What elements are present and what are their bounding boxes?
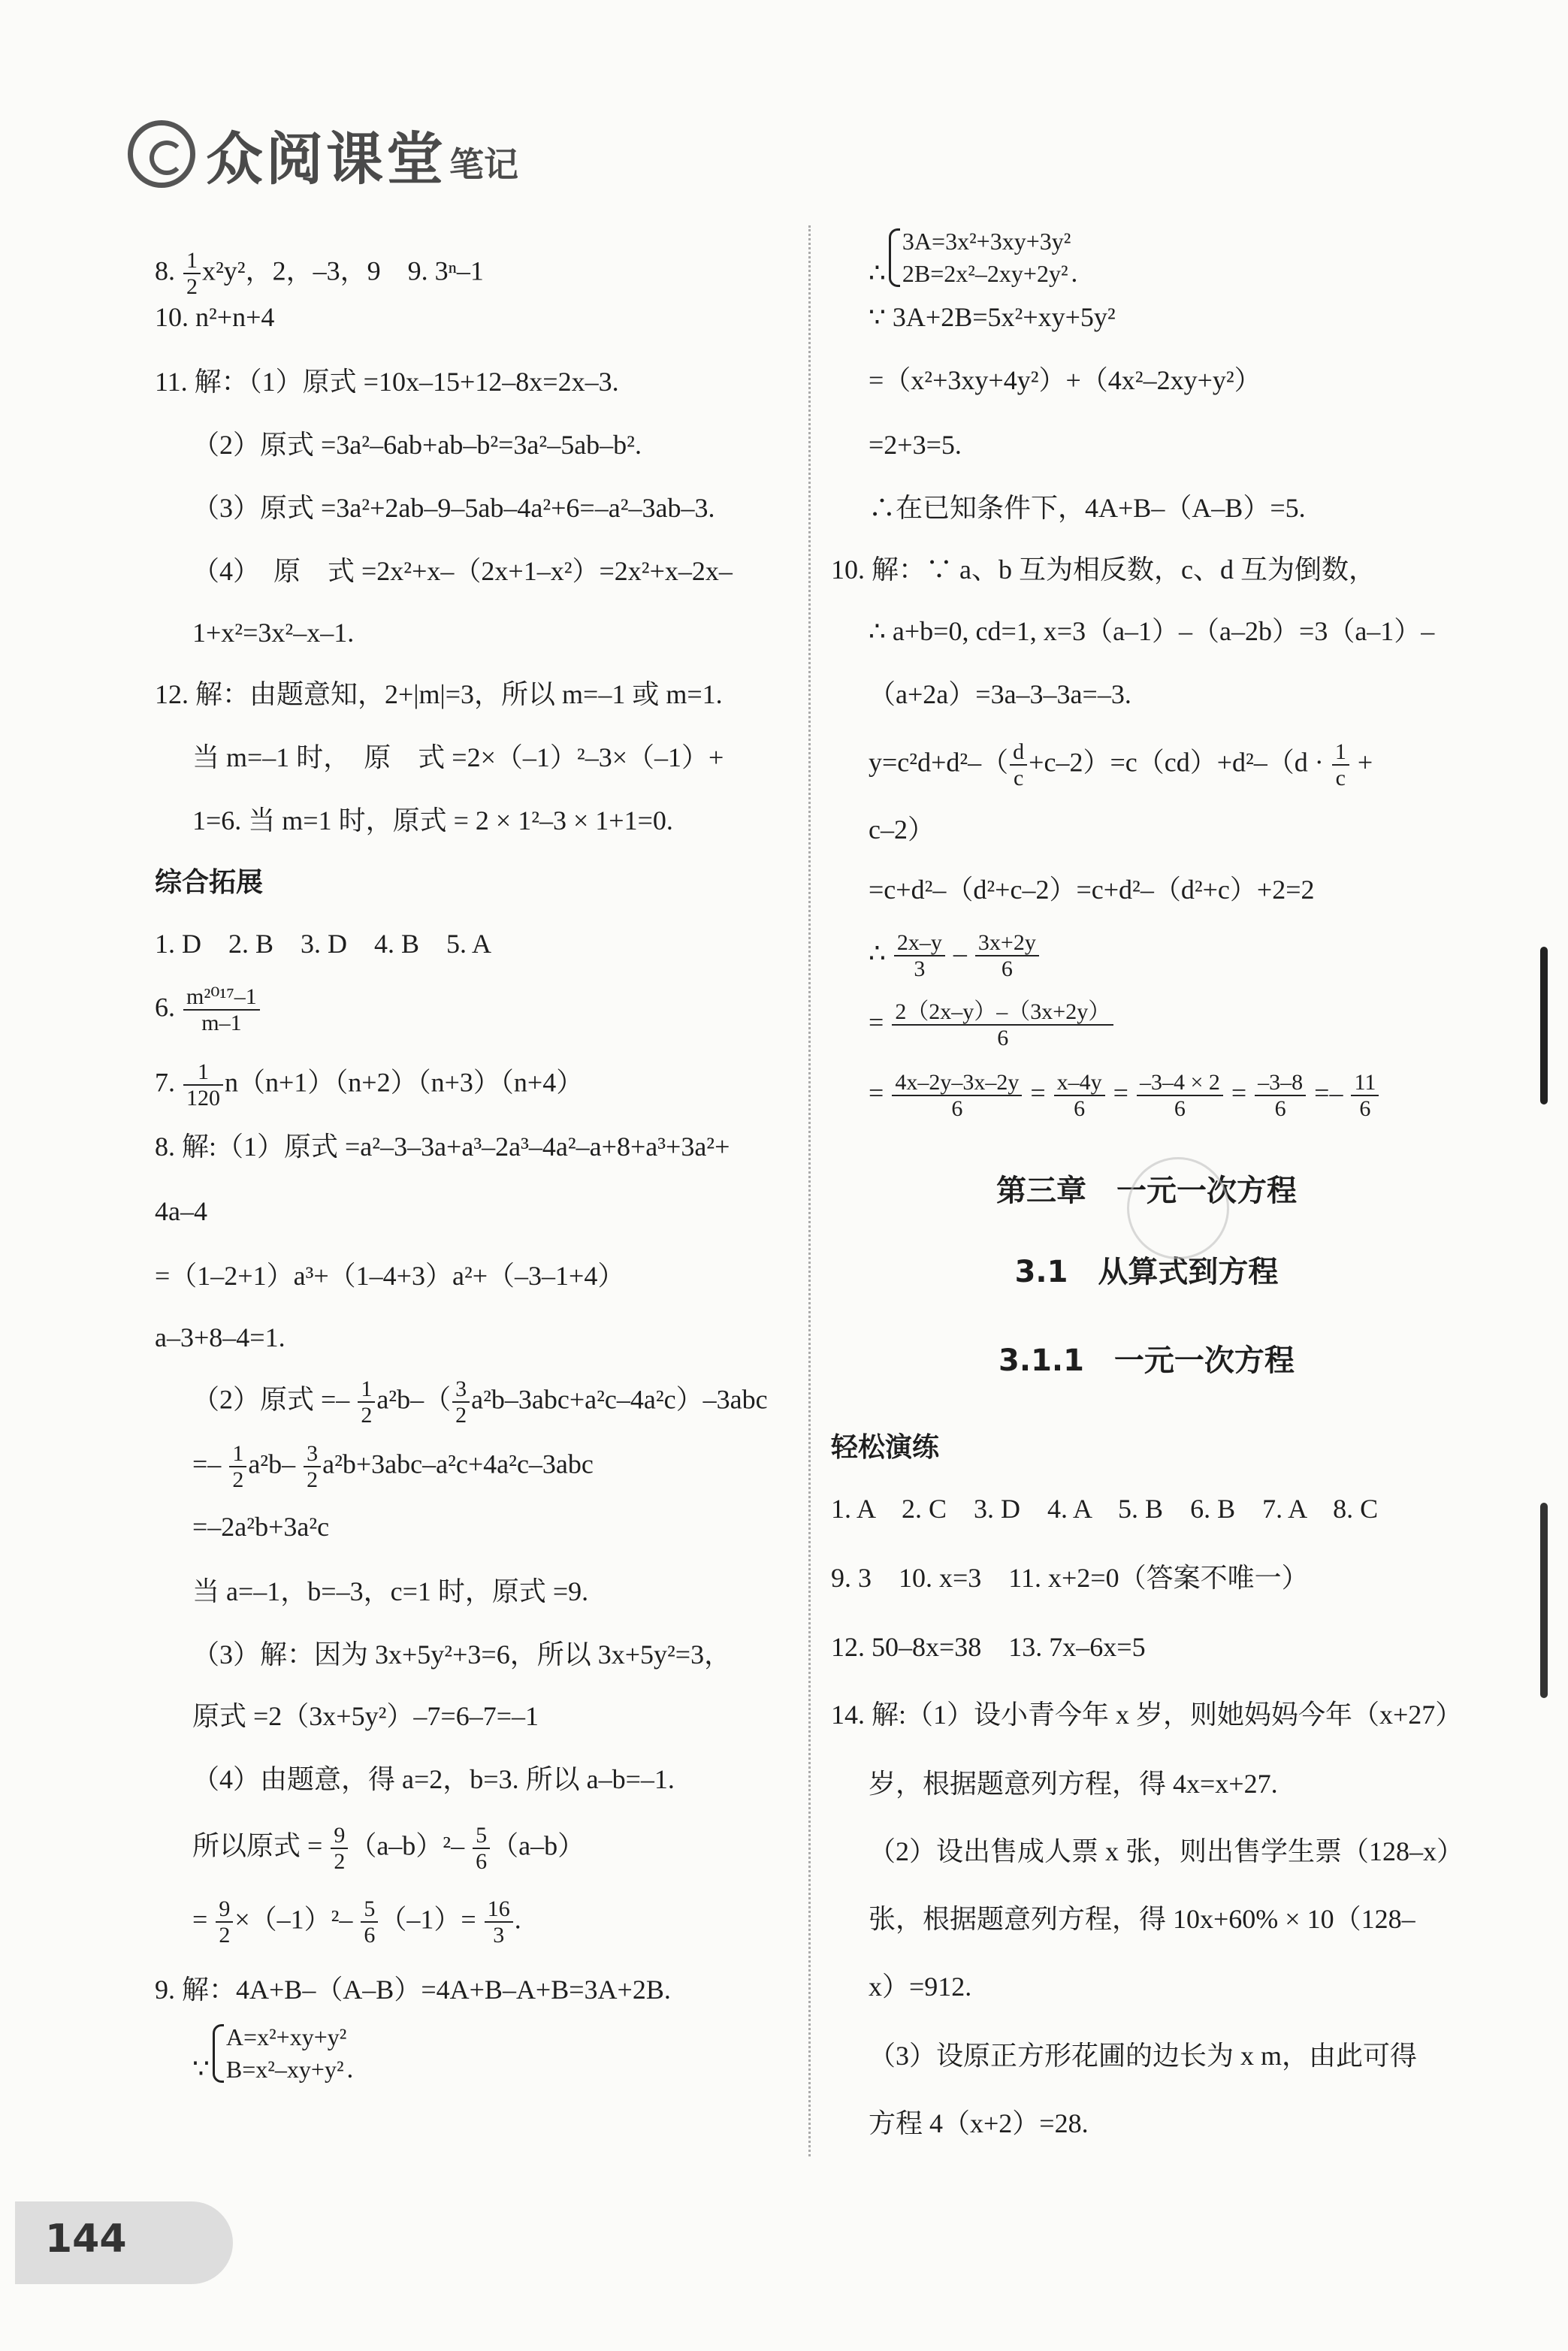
- answer-14-2-cont: 张，根据题意列方程，得 10x+60% × 10（128–: [869, 1904, 1415, 1934]
- answer-8-1: 8. 解:（1）原式 =a²–3–3a+a³–2a³–4a²–a+8+a³+3a²+: [155, 1132, 730, 1162]
- fraction: $\frac{\text{m²⁰¹⁷–1}}{m-1}$: [183, 984, 260, 1035]
- fraction: $\frac{1}{2}$: [183, 248, 201, 299]
- answer-12-cont2: 1=6. 当 m=1 时，原式 = 2 × 1²–3 × 1+1=0.: [192, 805, 673, 836]
- watermark-stamp-icon: [1127, 1157, 1229, 1259]
- page-number: 144: [45, 2217, 127, 2262]
- fraction: $\frac{3x+2y}{6}$: [975, 930, 1039, 981]
- answer-10-expr-result: = $\frac{4x-2y-3x-2y}{6}$ = $\frac{x-4y}{6}$ = $\frac{-3-4 \times 2}{6}$ = $\frac{-3-8}{6}$ =– $\frac{11}{6}$: [869, 1070, 1380, 1121]
- answer-9-grouping: =（x²+3xy+4y²）+（4x²–2xy+y²）: [869, 365, 1261, 395]
- fraction: $\frac{x-4y}{6}$: [1054, 1070, 1105, 1121]
- fraction: $\frac{2(2x-y)-(3x+2y)}{6}$: [892, 999, 1113, 1050]
- answer-6: 6. $\frac{\text{m²⁰¹⁷–1}}{m-1}$: [155, 984, 261, 1035]
- answer-10-expr: ∴ $\frac{2x-y}{3}$ – $\frac{3x+2y}{6}$: [869, 930, 1041, 981]
- answer-14-1-cont: 岁，根据题意列方程，得 4x=x+27.: [869, 1769, 1278, 1799]
- fraction: $\frac{3}{2}$: [304, 1441, 321, 1492]
- fraction: $\frac{-3-8}{6}$: [1255, 1070, 1306, 1121]
- header-logo: [128, 113, 518, 195]
- page-edge-mark: [1540, 947, 1548, 1104]
- answer-10-expr-step: = $\frac{2(2x-y)-(3x+2y)}{6}$: [869, 999, 1115, 1050]
- answer-10-y: y=c²d+d²–（ $\frac{d}{c}$ +c–2）=c（cd）+d²–（d · $\frac{1}{c}$ +: [869, 739, 1373, 790]
- fraction: $\frac{9}{2}$: [216, 1896, 233, 1948]
- fraction: $\frac{5}{6}$: [473, 1823, 490, 1874]
- logo-icon: [128, 120, 195, 188]
- answer-9-system: ∵ A=x²+xy+y² B=x²–xy+y² .: [192, 2021, 353, 2086]
- answer-14-3: （3）设原正方形花圃的边长为 x m，由此可得: [869, 2041, 1418, 2071]
- answer-9-value: =2+3=5.: [869, 430, 962, 460]
- section-heading-zonghe: 综合拓展: [155, 867, 264, 898]
- fraction: $\frac{1}{120}$: [183, 1059, 223, 1111]
- answer-12: 12. 解：由题意知，2+|m|=3，所以 m=–1 或 m=1.: [155, 679, 723, 709]
- answer-7: 7. $\frac{1}{120}$ n（n+1）（n+2）（n+3）（n+4）: [155, 1059, 584, 1111]
- answer-11-1: 11. 解：（1）原式 =10x–15+12–8x=2x–3.: [155, 367, 619, 397]
- answer-8-2-value: 当 a=–1，b=–3，c=1 时，原式 =9.: [192, 1576, 589, 1606]
- answer-9-11: 9. 3 10. x=3 11. x+2=0（答案不唯一）: [831, 1563, 1309, 1593]
- answer-8-2: （2）原式 =– $\frac{1}{2}$ a²b–（ $\frac{3}{2}$ a²b–3abc+a²c–4a²c）–3abc: [192, 1376, 768, 1428]
- page-edge-mark: [1540, 1503, 1548, 1698]
- fraction: $\frac{16}{3}$: [485, 1896, 513, 1948]
- fraction: $\frac{d}{c}$: [1010, 739, 1027, 790]
- answer-8-3-result: 原式 =2（3x+5y²）–7=6–7=–1: [192, 1701, 539, 1731]
- fraction: $\frac{4x-2y-3x-2y}{6}$: [892, 1070, 1022, 1121]
- fraction: $\frac{3}{2}$: [452, 1376, 470, 1428]
- answer-8-2-result: =–2a²b+3a²c: [192, 1512, 330, 1542]
- answer-10-x-cont: （a+2a）=3a–3–3a=–3.: [869, 679, 1131, 709]
- answer-8-4-result: = $\frac{9}{2}$ ×（–1）²– $\frac{5}{6}$ （–1）= $\frac{16}{3}$ .: [192, 1896, 521, 1948]
- answer-choices-1-8: 1. A 2. C 3. D 4. A 5. B 6. B 7. A 8. C: [831, 1494, 1379, 1524]
- answer-11-4: （4） 原 式 =2x²+x–（2x+1–x²）=2x²+x–2x–: [192, 556, 733, 586]
- answer-9: 9. 解：4A+B–（A–B）=4A+B–A+B=3A+2B.: [155, 1975, 671, 2005]
- answer-8-4-step: 所以原式 = $\frac{9}{2}$ （a–b）²– $\frac{5}{6}$ （a–b）: [192, 1823, 585, 1874]
- answer-10-y-cont: c–2）: [869, 814, 935, 845]
- section-heading-qingsong: 轻松演练: [831, 1432, 940, 1463]
- column-divider: [808, 225, 811, 2156]
- answer-14-1: 14. 解:（1）设小青今年 x 岁，则她妈妈今年（x+27）: [831, 1700, 1463, 1730]
- answer-choices-1-5: 1. D 2. B 3. D 4. B 5. A: [155, 929, 492, 959]
- fraction: $\frac{2x-y}{3}$: [894, 930, 945, 981]
- answer-14-2: （2）设出售成人票 x 张，则出售学生票（128–x）: [869, 1836, 1464, 1866]
- section-title: 3.1 从算式到方程: [1014, 1255, 1279, 1289]
- subsection-title: 3.1.1 一元一次方程: [999, 1343, 1295, 1378]
- answer-12-13: 12. 50–8x=38 13. 7x–6x=5: [831, 1632, 1146, 1662]
- fraction: $\frac{1}{c}$: [1332, 739, 1349, 790]
- brand-title: 众阅课堂: [206, 125, 446, 192]
- fraction: $\frac{9}{2}$: [331, 1823, 348, 1874]
- fraction: $\frac{-3-4 \times 2}{6}$: [1137, 1070, 1223, 1121]
- brand-subtitle: 笔记: [449, 144, 518, 185]
- answer-14-3-result: 方程 4（x+2）=28.: [869, 2108, 1089, 2138]
- fraction: $\frac{1}{2}$: [358, 1376, 375, 1428]
- answer-8-1-result: a–3+8–4=1.: [155, 1322, 286, 1352]
- answer-11-3: （3）原式 =3a²+2ab–9–5ab–4a²+6=–a²–3ab–3.: [192, 493, 715, 523]
- answer-8-2-step: =– $\frac{1}{2}$ a²b– $\frac{3}{2}$ a²b+3abc–a²c+4a²c–3abc: [192, 1441, 594, 1492]
- answer-8-3: （3）解：因为 3x+5y²+3=6，所以 3x+5y²=3，: [192, 1639, 732, 1670]
- equation-system: 3A=3x²+3xy+3y² 2B=2x²–2xy+2y²: [886, 225, 1071, 290]
- answer-8: 8. $\frac{1}{2}$ x²y²，2，–3，9 9. 3ⁿ–1: [155, 248, 484, 299]
- answer-10-y-result: =c+d²–（d²+c–2）=c+d²–（d²+c）+2=2: [869, 875, 1315, 905]
- answer-12-cont: 当 m=–1 时， 原 式 =2×（–1）²–3×（–1）+: [192, 742, 724, 772]
- answer-14-2-result: x）=912.: [869, 1972, 972, 2002]
- answer-11-4-cont: 1+x²=3x²–x–1.: [192, 618, 355, 648]
- answer-9-conclusion: ∴在已知条件下，4A+B–（A–B）=5.: [869, 493, 1306, 523]
- answer-8-1-cont: 4a–4: [155, 1196, 207, 1226]
- answer-10: 10. n²+n+4: [155, 302, 275, 332]
- answer-10: 10. 解：∵ a、b 互为相反数，c、d 互为倒数，: [831, 555, 1376, 585]
- fraction: $\frac{1}{2}$: [229, 1441, 246, 1492]
- fraction: $\frac{11}{6}$: [1351, 1070, 1379, 1121]
- equation-system: A=x²+xy+y² B=x²–xy+y²: [210, 2021, 346, 2086]
- answer-9-sum: ∵ 3A+2B=5x²+xy+5y²: [869, 302, 1116, 332]
- answer-11-2: （2）原式 =3a²–6ab+ab–b²=3a²–5ab–b².: [192, 430, 642, 460]
- answer-9-system-scaled: ∴ 3A=3x²+3xy+3y² 2B=2x²–2xy+2y² .: [869, 225, 1077, 290]
- answer-8-1-step: =（1–2+1）a³+（1–4+3）a²+（–3–1+4）: [155, 1261, 625, 1291]
- answer-8-4: （4）由题意，得 a=2，b=3. 所以 a–b=–1.: [192, 1764, 675, 1794]
- answer-10-x: ∴ a+b=0, cd=1, x=3（a–1）–（a–2b）=3（a–1）–: [869, 616, 1435, 646]
- fraction: $\frac{5}{6}$: [361, 1896, 378, 1948]
- chapter-title: 第三章 一元一次方程: [996, 1174, 1297, 1208]
